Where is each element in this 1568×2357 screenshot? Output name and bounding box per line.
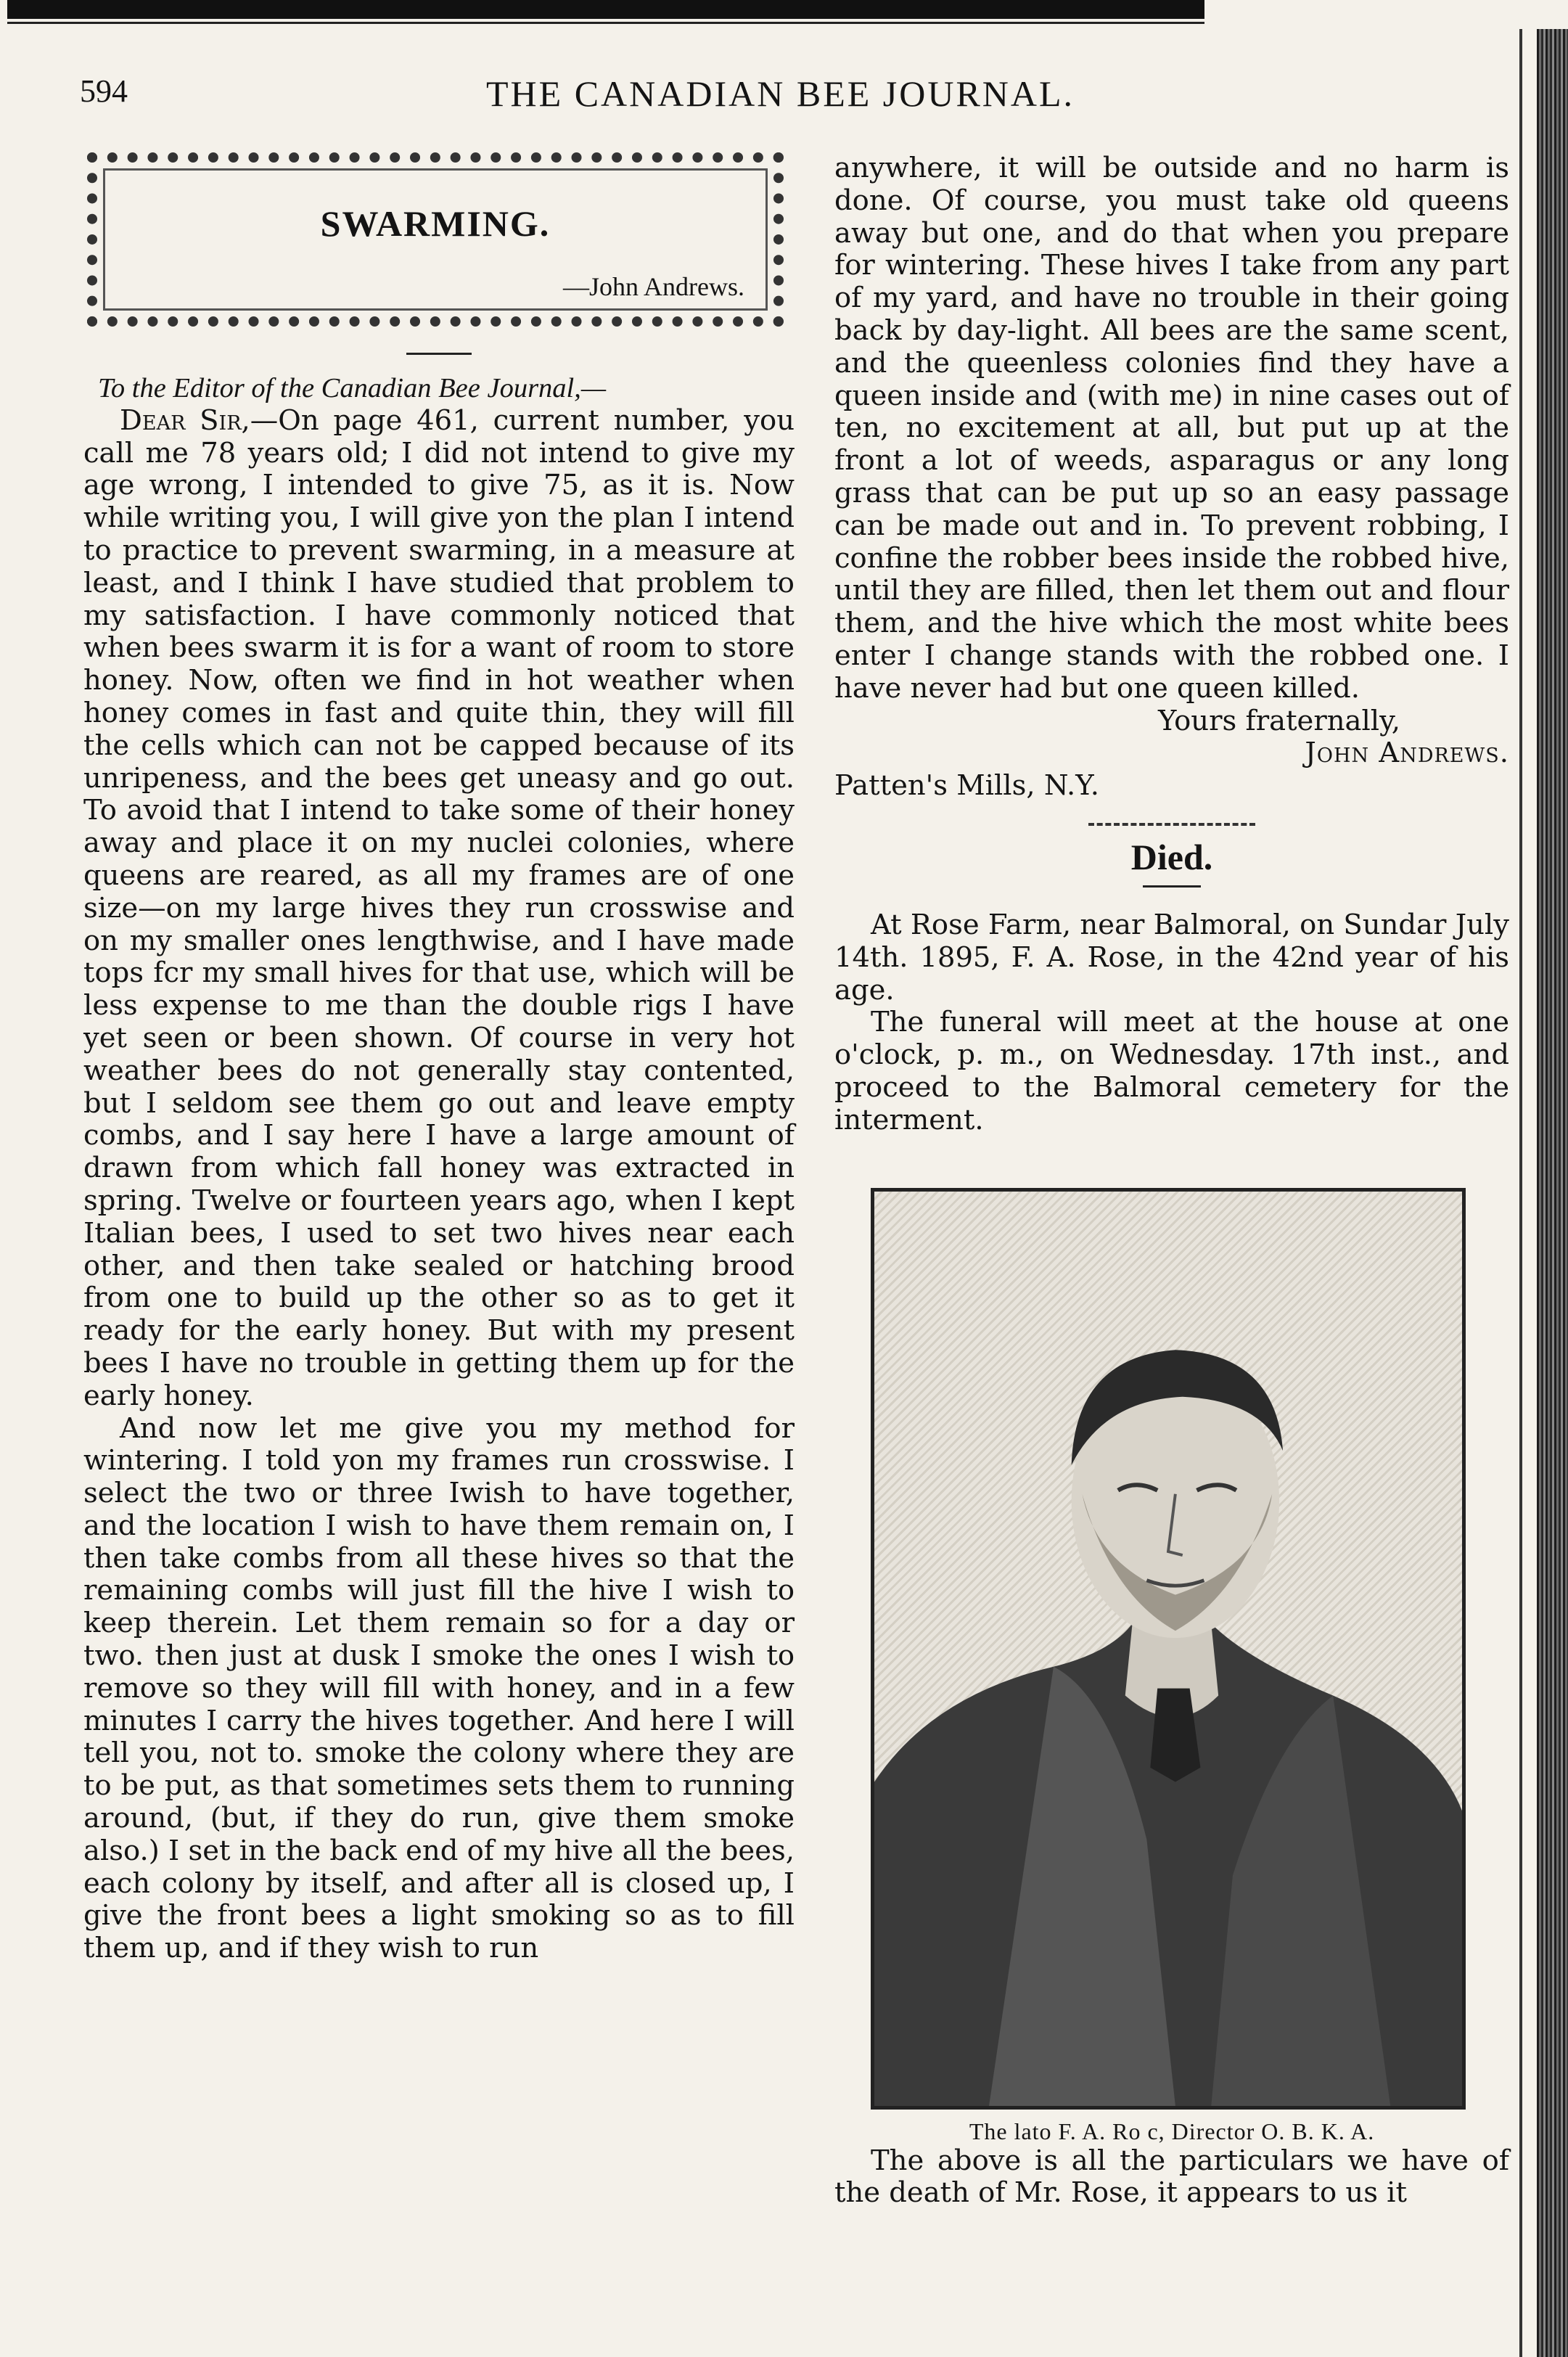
article-title-box [87,152,784,327]
page-header [80,73,1495,123]
dashed-divider [1088,823,1255,826]
article-paragraph-2: And now let me give you my method for wintering. I told yon my frames run crosswise. I select the two or three Iwish to have together, and the location I wish to have them remain on, I then take combs from all these hives so that the remaining combs will just fill the hive I wish to keep therein. Let them remain so for a day or two. then just at dusk I smoke the ones I wish to remove so they will fill with honey, and in a few minutes I carry the hives together. And here I will tell you, not to. smoke the colony where they are to be put, as that sometimes sets them to running around, (but, if they do run, give them smoke also.) I set in the back end of my hive all the bees, each colony by itself, and after all is closed up, I give the front bees a light smoking so as to fill them up, and if they wish to run [83,1411,795,1965]
article-signature: John Andrews. [1305,737,1509,770]
portrait-caption: The lato F. A. Ro c, Director O. B. K. A. [969,2118,1375,2144]
article-closing: Yours fraternally, [1158,704,1400,737]
obituary-heading: Died. [1130,836,1213,877]
journal-title: THE CANADIAN BEE JOURNAL. [486,73,1075,114]
article-paragraph-1-text: —On page 461, current number, you call me 78 years old; I did not intend to give my age wrong, I intended to give 75, as it is. Now while writing you, I will give yon the plan I intend to practice to prevent swarming, in a measure at least, and I think I have studied that problem to my satisfaction. I have commonly noticed that when bees swarm it is for a want of room to store honey. Now, often we find in hot weather when honey comes in fast and quite thin, they will fill the cells which can not be capped because of its unripeness, and the bees get uneasy and go out. To avoid that I intend to take some of their honey away and place it on my nuclei colonies, where queens are reared, as all my frames are of one size—on my large hives they run crosswise and on my smaller ones lengthwise, and I have made tops fcr my small hives for that use, which will be less expense to me than the double rigs I have yet seen or been shown. Of course in very hot weather bees do not generally stay contented, but I seldom see them go out and leave empty combs, and I say here I have a large amount of drawn from which fall honey was extracted in spring. Twelve or fourteen years ago, when I kept Italian bees, I used to set two hives near each other, and then take sealed or hatching brood from one to build up the other so as to get it ready for the early honey. But with my present bees I have no trouble in getting them up for the early honey. [83,403,795,1412]
section-divider [406,353,472,355]
obituary-paragraph-2: The funeral will meet at the house at one o'clock, p. m., on Wednesday. 17th inst., and proceed to the Balmoral cemetery for the interment. [834,1006,1509,1136]
right-column [834,152,1509,2210]
article-place: Patten's Mills, N.Y. [834,769,1099,803]
page-edge-line [1519,29,1522,2357]
top-border-rule [7,0,1204,19]
article-paragraph-3: anywhere, it will be outside and no harm is done. Of course, you must take old queens away but one, and do that when you prepare for wintering. These hives I take from any part of my yard, and have no trouble in their going back by day-light. All bees are the same scent, and the queenless colonies find they have a queen inside and (with me) in nine cases out of ten, no excitement at all, but put up at the front a lot of weeds, asparagus or any long grass that can be put up so an easy passage can be made out and in. To prevent robbing, I confine the robber bees inside the robbed hive, until they are filled, then let them out and flour them, and the hive which the most white bees enter I change stands with the robbed one. I have never had but one queen killed. [834,152,1509,705]
article-paragraph-1 [83,405,795,1413]
article-title: SWARMING. [320,203,551,244]
page-number: 594 [80,73,128,109]
top-border-thin-rule [7,22,1204,24]
article-byline: —John Andrews. [563,272,744,301]
obituary-divider [1143,885,1201,888]
obituary-paragraph-3: The above is all the particulars we have of the death of Mr. Rose, it appears to us it [834,2144,1509,2210]
portrait-image [871,1188,1466,2110]
obituary-paragraph-1: At Rose Farm, near Balmoral, on Sundar July 14th. 1895, F. A. Rose, in the 42nd year of his age. [834,908,1509,1007]
page-binding-edge [1537,29,1568,2357]
article-salutation: To the Editor of the Canadian Bee Journal,— [98,373,607,403]
portrait-engraving [874,1192,1462,2106]
dear-sir-opening: Dear Sir, [120,403,250,437]
left-column [83,152,795,1965]
